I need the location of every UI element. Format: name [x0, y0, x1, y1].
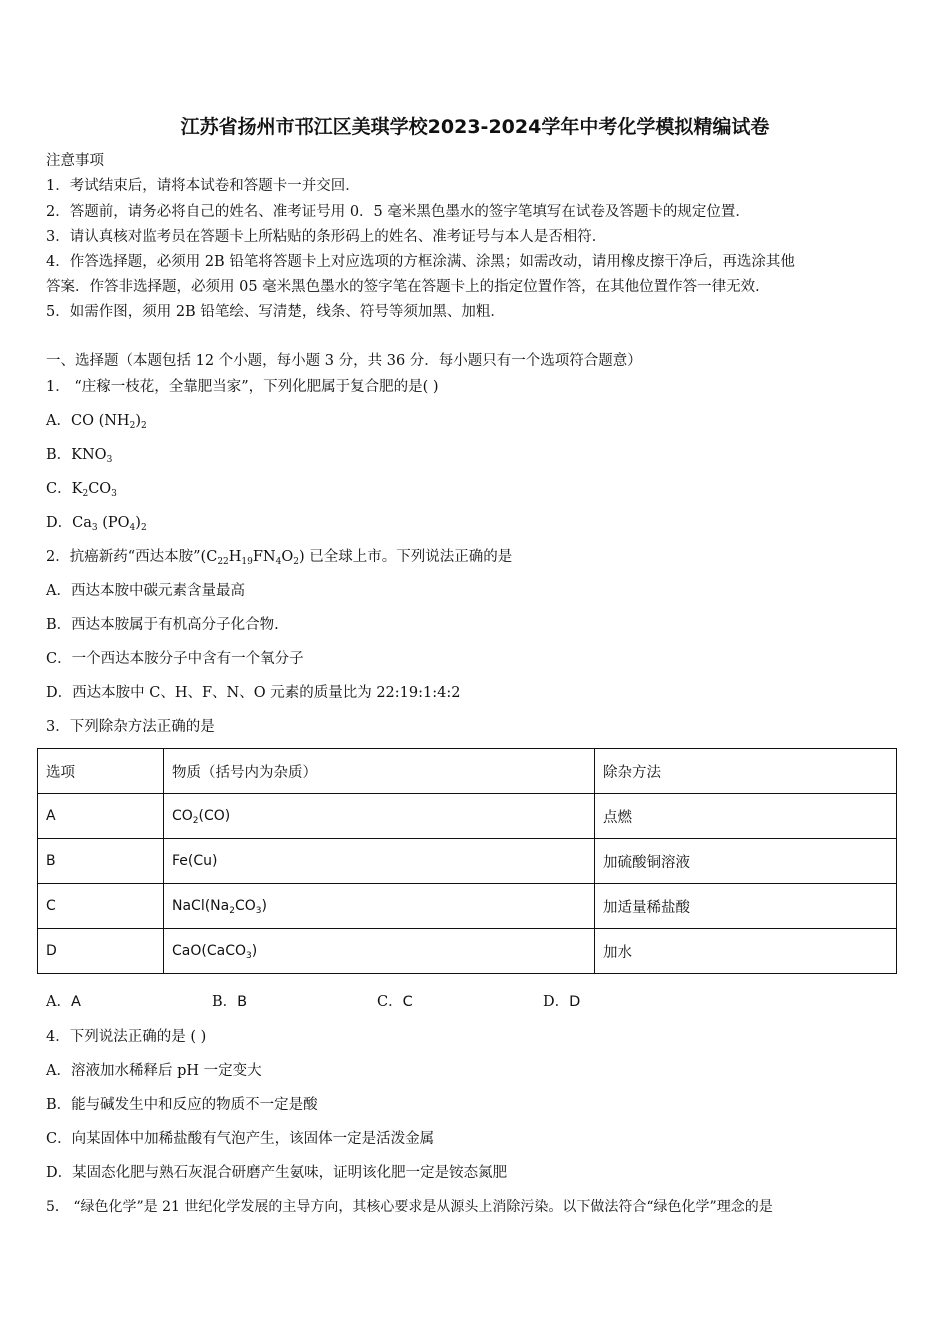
formula-subscript: 2 — [140, 421, 147, 431]
table-cell-method: 加硫酸铜溶液 — [595, 839, 897, 884]
question-4-option: D．某固态化肥与熟石灰混合研磨产生氨味，证明该化肥一定是铵态氮肥 — [46, 1165, 508, 1181]
notice-item: 4．作答选择题，必须用 2B 铅笔将答题卡上对应选项的方框涂满、涂黑；如需改动，请用橡皮擦干净后，再选涂其他 — [46, 254, 795, 270]
formula-subscript: 2 — [192, 816, 199, 826]
option-label: D． — [543, 994, 570, 1010]
formula-part: (PO — [97, 515, 130, 531]
question-3-answer-c — [377, 990, 413, 1011]
formula-part: KNO — [71, 447, 107, 463]
formula-part: NaCl(Na — [172, 898, 230, 914]
table-cell-option: B — [38, 839, 164, 884]
formula-subscript: 3 — [106, 455, 113, 465]
table-cell-option: A — [38, 794, 164, 839]
question-2-stem — [46, 547, 512, 567]
table-cell-method: 加适量稀盐酸 — [595, 884, 897, 929]
table-cell-substance — [164, 884, 595, 929]
notice-item: 2．答题前，请务必将自己的姓名、准考证号用 0．5 毫米黑色墨水的签字笔填写在试卷及答题卡的规定位置． — [46, 204, 750, 220]
question-3-stem: 3．下列除杂方法正确的是 — [46, 719, 215, 735]
table-cell-substance — [164, 794, 595, 839]
formula-part: Ca — [72, 515, 92, 531]
option-value: C — [402, 994, 413, 1010]
formula-subscript: 4 — [129, 523, 136, 533]
formula-subscript: 2 — [229, 906, 235, 916]
formula-subscript: 2 — [129, 421, 136, 431]
formula-part: (CO) — [198, 808, 231, 824]
question-4-option: B．能与碱发生中和反应的物质不一定是酸 — [46, 1097, 318, 1113]
question-2-option: C．一个西达本胺分子中含有一个氧分子 — [46, 651, 304, 667]
question-5-stem: 5． “绿色化学”是 21 世纪化学发展的主导方向，其核心要求是从源头上消除污染。以下做法符合“绿色化学”理念的是 — [46, 1199, 773, 1215]
question-3-answer-d — [543, 990, 580, 1011]
table-header-cell: 物质（括号内为杂质） — [164, 749, 595, 794]
option-value: D — [569, 994, 581, 1010]
formula-part: K — [71, 481, 83, 497]
formula-part: O — [281, 549, 294, 565]
table-header-cell: 除杂方法 — [595, 749, 897, 794]
formula-part: CO — [172, 808, 193, 824]
question-1-stem: 1． “庄稼一枝花，全靠肥当家”，下列化肥属于复合肥的是( ) — [46, 379, 439, 395]
formula-subscript: 3 — [246, 951, 252, 961]
table-cell-method: 加水 — [595, 929, 897, 974]
formula-part: ) — [261, 898, 267, 914]
formula-part: ) — [251, 943, 258, 959]
question-2-option: A．西达本胺中碳元素含量最高 — [46, 583, 245, 599]
table-row — [38, 884, 897, 929]
page-title: 江苏省扬州市邗江区美琪学校2023-2024学年中考化学模拟精编试卷 — [180, 116, 770, 138]
formula-subscript: 3 — [91, 523, 98, 533]
stem-part: 2．抗癌新药“西达本胺”(C — [46, 549, 218, 565]
notice-heading: 注意事项 — [46, 153, 104, 169]
formula-subscript: 3 — [255, 906, 262, 916]
formula-part: CO (NH — [70, 413, 130, 429]
table-cell-substance — [164, 929, 595, 974]
formula-subscript: 2 — [293, 557, 299, 567]
formula-part: CO — [234, 898, 256, 914]
table-cell-method: 点燃 — [595, 794, 897, 839]
option-value: A — [70, 994, 81, 1010]
question-2-option: D．西达本胺中 C、H、F、N、O 元素的质量比为 22:19:1:4:2 — [46, 685, 461, 701]
section-heading: 一、选择题（本题包括 12 个小题，每小题 3 分，共 36 分．每小题只有一个选项符合题意） — [46, 353, 642, 369]
formula-part: Fe(Cu) — [172, 853, 218, 869]
option-label: C． — [46, 481, 72, 497]
formula-part: CaO(CaCO — [172, 943, 246, 959]
formula-subscript: 3 — [111, 489, 117, 499]
stem-part: ) 已全球上市。下列说法正确的是 — [298, 549, 513, 565]
table-row — [38, 839, 897, 884]
question-1-option-c — [46, 479, 117, 499]
table-row — [38, 929, 897, 974]
formula-part: CO — [88, 481, 112, 497]
question-3-answer-a — [46, 990, 81, 1011]
option-label: B． — [212, 994, 238, 1010]
question-1-option-b — [46, 445, 112, 465]
option-label: A． — [46, 413, 71, 429]
notice-item: 答案．作答非选择题，必须用 05 毫米黑色墨水的签字笔在答题卡上的指定位置作答，在其他位置作答一律无效． — [46, 279, 770, 295]
notice-item: 5．如需作图，须用 2B 铅笔绘、写清楚，线条、符号等须加黑、加粗． — [46, 304, 505, 320]
formula-part: ) — [135, 413, 141, 429]
formula-part: ) — [135, 515, 141, 531]
option-label: D． — [46, 515, 73, 531]
formula-subscript: 4 — [275, 557, 282, 567]
table-cell-option: D — [38, 929, 164, 974]
question-4-option: C．向某固体中加稀盐酸有气泡产生，该固体一定是活泼金属 — [46, 1131, 435, 1147]
option-label: A． — [46, 994, 71, 1010]
option-label: C． — [377, 994, 403, 1010]
question-4-stem: 4．下列说法正确的是 ( ) — [46, 1029, 207, 1045]
question-3-table — [37, 748, 897, 974]
table-header-row — [38, 749, 897, 794]
formula-part: FN — [252, 549, 276, 565]
table-cell-substance — [164, 839, 595, 884]
question-1-option-a — [46, 411, 147, 431]
table-header-cell: 选项 — [38, 749, 164, 794]
notice-item: 3．请认真核对监考员在答题卡上所粘贴的条形码上的姓名、准考证号与本人是否相符． — [46, 229, 607, 245]
formula-part: H — [228, 549, 242, 565]
formula-subscript: 2 — [82, 489, 89, 499]
table-row — [38, 794, 897, 839]
table-cell-option: C — [38, 884, 164, 929]
question-3-answer-b — [212, 990, 247, 1011]
question-1-option-d — [46, 513, 147, 533]
formula-subscript: 19 — [241, 557, 253, 567]
option-value: B — [237, 994, 248, 1010]
question-2-option: B．西达本胺属于有机高分子化合物. — [46, 617, 279, 633]
formula-subscript: 2 — [140, 523, 147, 533]
question-4-option: A．溶液加水稀释后 pH 一定变大 — [46, 1063, 262, 1079]
notice-item: 1．考试结束后，请将本试卷和答题卡一并交回． — [46, 178, 360, 194]
formula-subscript: 22 — [217, 557, 229, 567]
option-label: B． — [46, 447, 72, 463]
